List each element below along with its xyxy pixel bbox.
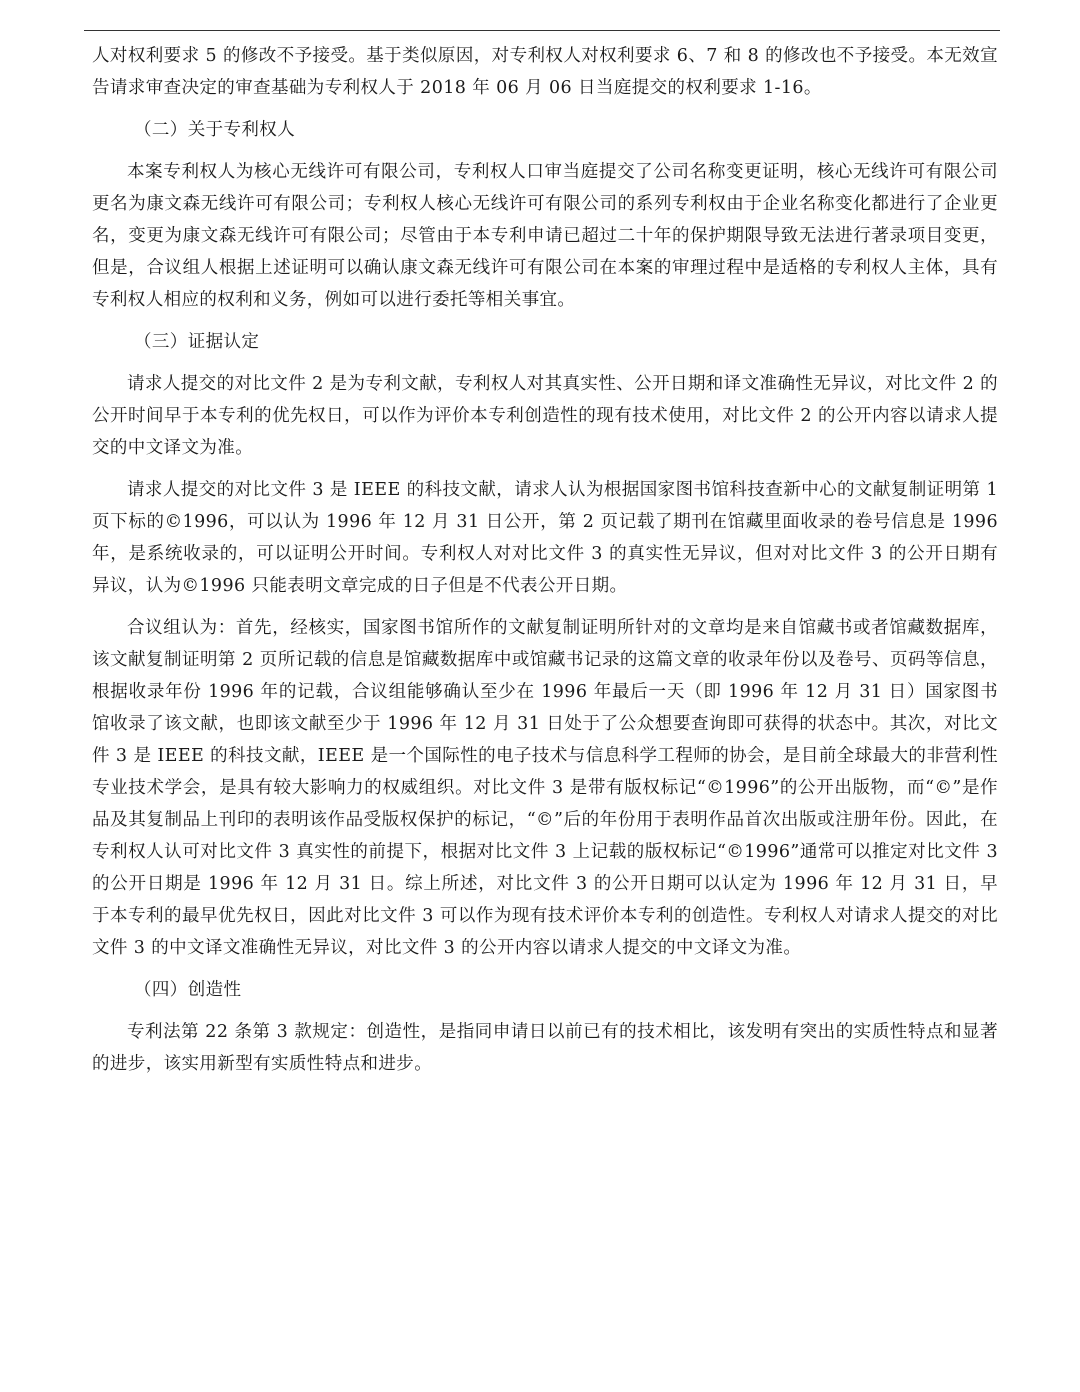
section-heading-evidence: （三）证据认定 <box>134 332 260 352</box>
paragraph-claims-basis: 人对权利要求 5 的修改不予接受。基于类似原因，对专利权人对权利要求 6、7 和 8 的修改也不予接受。本无效宣告请求审查决定的审查基础为专利权人于 2018 年 06 月 06 日当庭提交的权利要求 1-16。 <box>92 46 998 98</box>
paragraph-patentee: 本案专利权人为核心无线许可有限公司，专利权人口审当庭提交了公司名称变更证明，核心无线许可有限公司更名为康文森无线许可有限公司；专利权人核心无线许可有限公司的系列专利权由于企业名称变化都进行了企业更名，变更为康文森无线许可有限公司；尽管由于本专利申请已超过二十年的保护期限导致无法进行著录项目变更，但是，合议组人根据上述证明可以确认康文森无线许可有限公司在本案的审理过程中是适格的专利权人主体，具有专利权人相应的权利和义务，例如可以进行委托等相关事宜。 <box>92 162 998 310</box>
section-heading-patentee: （二）关于专利权人 <box>134 120 296 140</box>
paragraph-evidence-doc2: 请求人提交的对比文件 2 是为专利文献，专利权人对其真实性、公开日期和译文准确性无异议，对比文件 2 的公开时间早于本专利的优先权日，可以作为评价本专利创造性的现有技术使用，对比文件 2 的公开内容以请求人提交的中文译文为准。 <box>92 374 998 458</box>
paragraph-panel-opinion: 合议组认为：首先，经核实，国家图书馆所作的文献复制证明所针对的文章均是来自馆藏书或者馆藏数据库，该文献复制证明第 2 页所记载的信息是馆藏数据库中或馆藏书记录的这篇文章的收录年份以及卷号、页码等信息，根据收录年份 1996 年的记载，合议组能够确认至少在 1996 年最后一天（即 1996 年 12 月 31 日）国家图书馆收录了该文献，也即该文献至少于 1996 年 12 月 31 日处于了公众想要查询即可获得的状态中。其次，对比文件 3 是 IEEE 的科技文献，IEEE 是一个国际性的电子技术与信息科学工程师的协会，是目前全球最大的非营利性专业技术学会，是具有较大影响力的权威组织。对比文件 3 是带有版权标记“©1996”的公开出版物，而“©”是作品及其复制品上刊印的表明该作品受版权保护的标记，“©”后的年份用于表明作品首次出版或注册年份。因此，在专利权人认可对比文件 3 真实性的前提下，根据对比文件 3 上记载的版权标记“©1996”通常可以推定对比文件 3 的公开日期是 1996 年 12 月 31 日。综上所述，对比文件 3 的公开日期可以认定为 1996 年 12 月 31 日，早于本专利的最早优先权日，因此对比文件 3 可以作为现有技术评价本专利的创造性。专利权人对请求人提交的对比文件 3 的中文译文准确性无异议，对比文件 3 的公开内容以请求人提交的中文译文为准。 <box>92 618 999 958</box>
section-heading-inventiveness: （四）创造性 <box>134 980 242 1000</box>
document-body <box>92 40 998 1080</box>
paragraph-patent-law: 专利法第 22 条第 3 款规定：创造性，是指同申请日以前已有的技术相比，该发明有突出的实质性特点和显著的进步，该实用新型有实质性特点和进步。 <box>92 1022 998 1074</box>
header-rule <box>84 30 1000 31</box>
paragraph-evidence-doc3: 请求人提交的对比文件 3 是 IEEE 的科技文献，请求人认为根据国家图书馆科技查新中心的文献复制证明第 1 页下标的©1996，可以认为 1996 年 12 月 31 日公开，第 2 页记载了期刊在馆藏里面收录的卷号信息是 1996 年，是系统收录的，可以证明公开时间。专利权人对对比文件 3 的真实性无异议，但对对比文件 3 的公开日期有异议，认为©1996 只能表明文章完成的日子但是不代表公开日期。 <box>92 480 998 596</box>
